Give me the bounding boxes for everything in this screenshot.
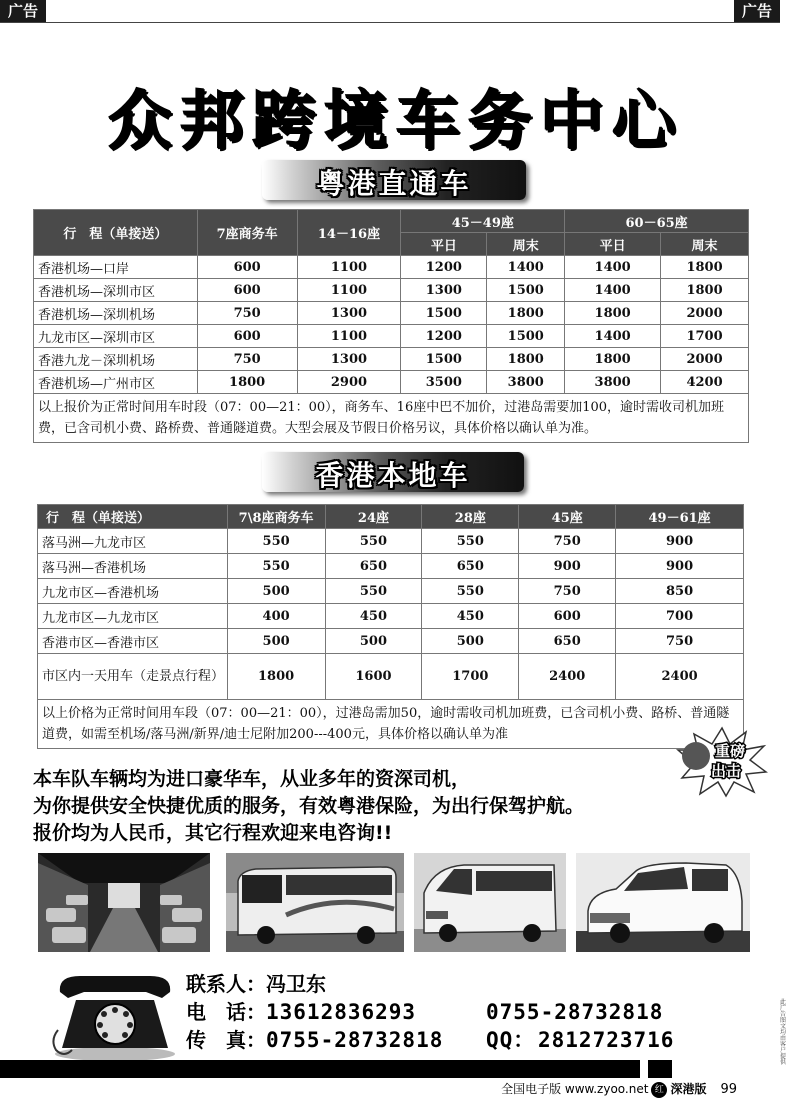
col-weekend: 周末 [661, 233, 749, 256]
price-cell: 4200 [661, 371, 749, 394]
col-60-seat: 60－65座 [565, 210, 749, 233]
price-cell: 600 [197, 256, 297, 279]
price-cell: 1500 [401, 348, 487, 371]
price-cell: 1700 [422, 654, 519, 700]
price-cell: 550 [227, 554, 325, 579]
footer-bar-right [648, 1060, 672, 1078]
price-cell: 1400 [565, 279, 661, 302]
price-cell: 1500 [401, 302, 487, 325]
page-number: 99 [720, 1082, 737, 1097]
section-banner-local [262, 452, 524, 492]
price-cell: 2400 [616, 654, 744, 700]
footer-edition: 深港版 [670, 1082, 707, 1096]
table-row [38, 629, 744, 654]
col-weekend: 周末 [487, 233, 565, 256]
price-cell: 1500 [487, 279, 565, 302]
price-cell: 500 [325, 629, 422, 654]
tel-label: 电 话： [186, 1000, 266, 1024]
price-cell: 1400 [487, 256, 565, 279]
price-cell: 600 [197, 279, 297, 302]
route-cell: 香港机场—深圳市区 [34, 279, 198, 302]
tel-mobile[interactable]: 13612836293 [266, 1000, 417, 1024]
price-cell: 1300 [297, 302, 401, 325]
price-cell: 450 [422, 604, 519, 629]
route-cell: 香港市区—香港市区 [38, 629, 228, 654]
price-cell: 650 [325, 554, 422, 579]
footer-bar-left [0, 1060, 640, 1078]
slogan-block [33, 766, 783, 847]
mpv-photo [576, 853, 750, 952]
price-cell: 850 [616, 579, 744, 604]
col-14-seat: 14－16座 [297, 210, 401, 256]
price-cell: 1800 [565, 348, 661, 371]
price-cell: 2400 [519, 654, 616, 700]
price-cell: 550 [227, 529, 325, 554]
price-cell: 550 [325, 579, 422, 604]
route-cell: 香港机场—口岸 [34, 256, 198, 279]
section-title: 香港本地车 [315, 459, 471, 492]
col-24-seat: 24座 [325, 505, 422, 529]
col-weekday: 平日 [565, 233, 661, 256]
route-cell: 落马洲—香港机场 [38, 554, 228, 579]
price-cell: 3500 [401, 371, 487, 394]
price-cell: 1800 [565, 302, 661, 325]
price-note: 以上报价为正常时间用车时段（07：00—21：00），商务车、16座中巴不加价，过港岛需要加100，逾时需收司机加班费，已含司机小费、路桥费、普通隧道费。大型会展及节假日价格另议，具体价格以确认单为准。 [34, 394, 749, 443]
price-note: 以上价格为正常时间用车段（07：00—21：00），过港岛需加50，逾时需收司机加班费，已含司机小费、路桥、普通隧道费，如需至机场/落马洲/新界/迪士尼附加200---400元，具体价格以确认单为准 [38, 700, 744, 749]
route-cell: 市区内一天用车（走景点行程） [38, 654, 228, 700]
table-row [38, 654, 744, 700]
price-cell: 500 [227, 629, 325, 654]
price-cell: 600 [519, 604, 616, 629]
top-divider [0, 22, 780, 23]
price-cell: 2000 [661, 348, 749, 371]
contact-person: 冯卫东 [266, 972, 326, 996]
route-cell: 九龙市区—深圳市区 [34, 325, 198, 348]
price-cell: 1800 [661, 256, 749, 279]
price-cell: 1800 [661, 279, 749, 302]
route-cell: 香港九龙－深圳机场 [34, 348, 198, 371]
col-49-61-seat: 49－61座 [616, 505, 744, 529]
price-cell: 900 [616, 554, 744, 579]
section-title: 粤港直通车 [316, 167, 472, 200]
slogan-line: 为你提供安全快捷优质的服务，有效粤港保险，为出行保驾护航。 [33, 795, 585, 817]
price-cell: 3800 [487, 371, 565, 394]
price-cell: 650 [519, 629, 616, 654]
col-45-seat: 45－49座 [401, 210, 565, 233]
coach-interior-photo [38, 853, 210, 952]
route-cell: 九龙市区—九龙市区 [38, 604, 228, 629]
route-cell: 九龙市区—香港机场 [38, 579, 228, 604]
telephone-icon [50, 970, 180, 1062]
contact-person-row [186, 970, 326, 998]
contact-person-label: 联系人： [186, 972, 266, 996]
ad-label-right: 广告 [734, 0, 780, 22]
price-cell: 550 [325, 529, 422, 554]
price-cell: 2900 [297, 371, 401, 394]
price-cell: 1700 [661, 325, 749, 348]
local-price-table [37, 504, 744, 749]
price-cell: 400 [227, 604, 325, 629]
table-row [34, 348, 749, 371]
route-cell: 落马洲—九龙市区 [38, 529, 228, 554]
col-weekday: 平日 [401, 233, 487, 256]
ad-label-left: 广告 [0, 0, 46, 22]
price-cell: 450 [325, 604, 422, 629]
price-cell: 500 [227, 579, 325, 604]
table-row [34, 325, 749, 348]
table-row [34, 279, 749, 302]
badge-line-2: 出击 [710, 762, 742, 780]
table-row [38, 604, 744, 629]
slogan-line: 报价均为人民币，其它行程欢迎来电咨询!! [33, 822, 393, 844]
price-cell: 750 [519, 579, 616, 604]
footer-site: 全国电子版 www.zyoo.net [501, 1082, 649, 1096]
price-cell: 1400 [565, 256, 661, 279]
contact-fax-row [186, 1026, 675, 1054]
price-cell: 1100 [297, 325, 401, 348]
price-cell: 1200 [401, 256, 487, 279]
fax-label: 传 真： [186, 1028, 266, 1052]
brand-logo-icon: 红 [651, 1082, 667, 1098]
price-cell: 1500 [487, 325, 565, 348]
col-7-8-seat: 7\8座商务车 [227, 505, 325, 529]
side-disclaimer: 此广告图文均由客户提供 [780, 999, 787, 1066]
price-cell: 3800 [565, 371, 661, 394]
slogan-line: 本车队车辆均为进口豪华车，从业多年的资深司机， [33, 768, 471, 790]
crossborder-price-table [33, 209, 749, 443]
price-cell: 750 [519, 529, 616, 554]
price-cell: 550 [422, 579, 519, 604]
table-row [34, 302, 749, 325]
price-cell: 600 [197, 325, 297, 348]
col-route: 行 程（单接送） [34, 210, 198, 256]
badge-line-1: 重磅 [714, 742, 746, 760]
col-28-seat: 28座 [422, 505, 519, 529]
price-cell: 1800 [487, 348, 565, 371]
price-cell: 750 [616, 629, 744, 654]
page-footer [501, 1080, 737, 1098]
tel-landline[interactable]: 0755-28732818 [486, 1000, 664, 1024]
table-row [38, 579, 744, 604]
col-45-seat: 45座 [519, 505, 616, 529]
price-cell: 750 [197, 302, 297, 325]
price-cell: 900 [519, 554, 616, 579]
price-cell: 1800 [227, 654, 325, 700]
price-cell: 2000 [661, 302, 749, 325]
price-cell: 1300 [401, 279, 487, 302]
route-cell: 香港机场—深圳机场 [34, 302, 198, 325]
fax-number: 0755-28732818 [266, 1028, 444, 1052]
price-cell: 1100 [297, 279, 401, 302]
contact-tel-row [186, 998, 664, 1026]
price-cell: 900 [616, 529, 744, 554]
price-cell: 1400 [565, 325, 661, 348]
table-row [34, 256, 749, 279]
price-cell: 1300 [297, 348, 401, 371]
price-cell: 1200 [401, 325, 487, 348]
table-row [34, 371, 749, 394]
minibus-photo [414, 853, 566, 952]
price-cell: 1800 [487, 302, 565, 325]
price-cell: 750 [197, 348, 297, 371]
col-route: 行 程（单接送） [38, 505, 228, 529]
price-cell: 700 [616, 604, 744, 629]
price-cell: 1100 [297, 256, 401, 279]
price-cell: 550 [422, 529, 519, 554]
page-title: 众邦跨境车务中心 [108, 85, 684, 159]
route-cell: 香港机场—广州市区 [34, 371, 198, 394]
price-cell: 500 [422, 629, 519, 654]
section-banner-crossborder [262, 160, 526, 200]
coach-bus-photo [226, 853, 404, 952]
table-row [38, 529, 744, 554]
qq-label: QQ： [486, 1028, 536, 1052]
col-7-seat: 7座商务车 [197, 210, 297, 256]
price-cell: 1600 [325, 654, 422, 700]
table-row [38, 554, 744, 579]
qq-number[interactable]: 2812723716 [538, 1028, 675, 1052]
price-cell: 1800 [197, 371, 297, 394]
price-cell: 650 [422, 554, 519, 579]
